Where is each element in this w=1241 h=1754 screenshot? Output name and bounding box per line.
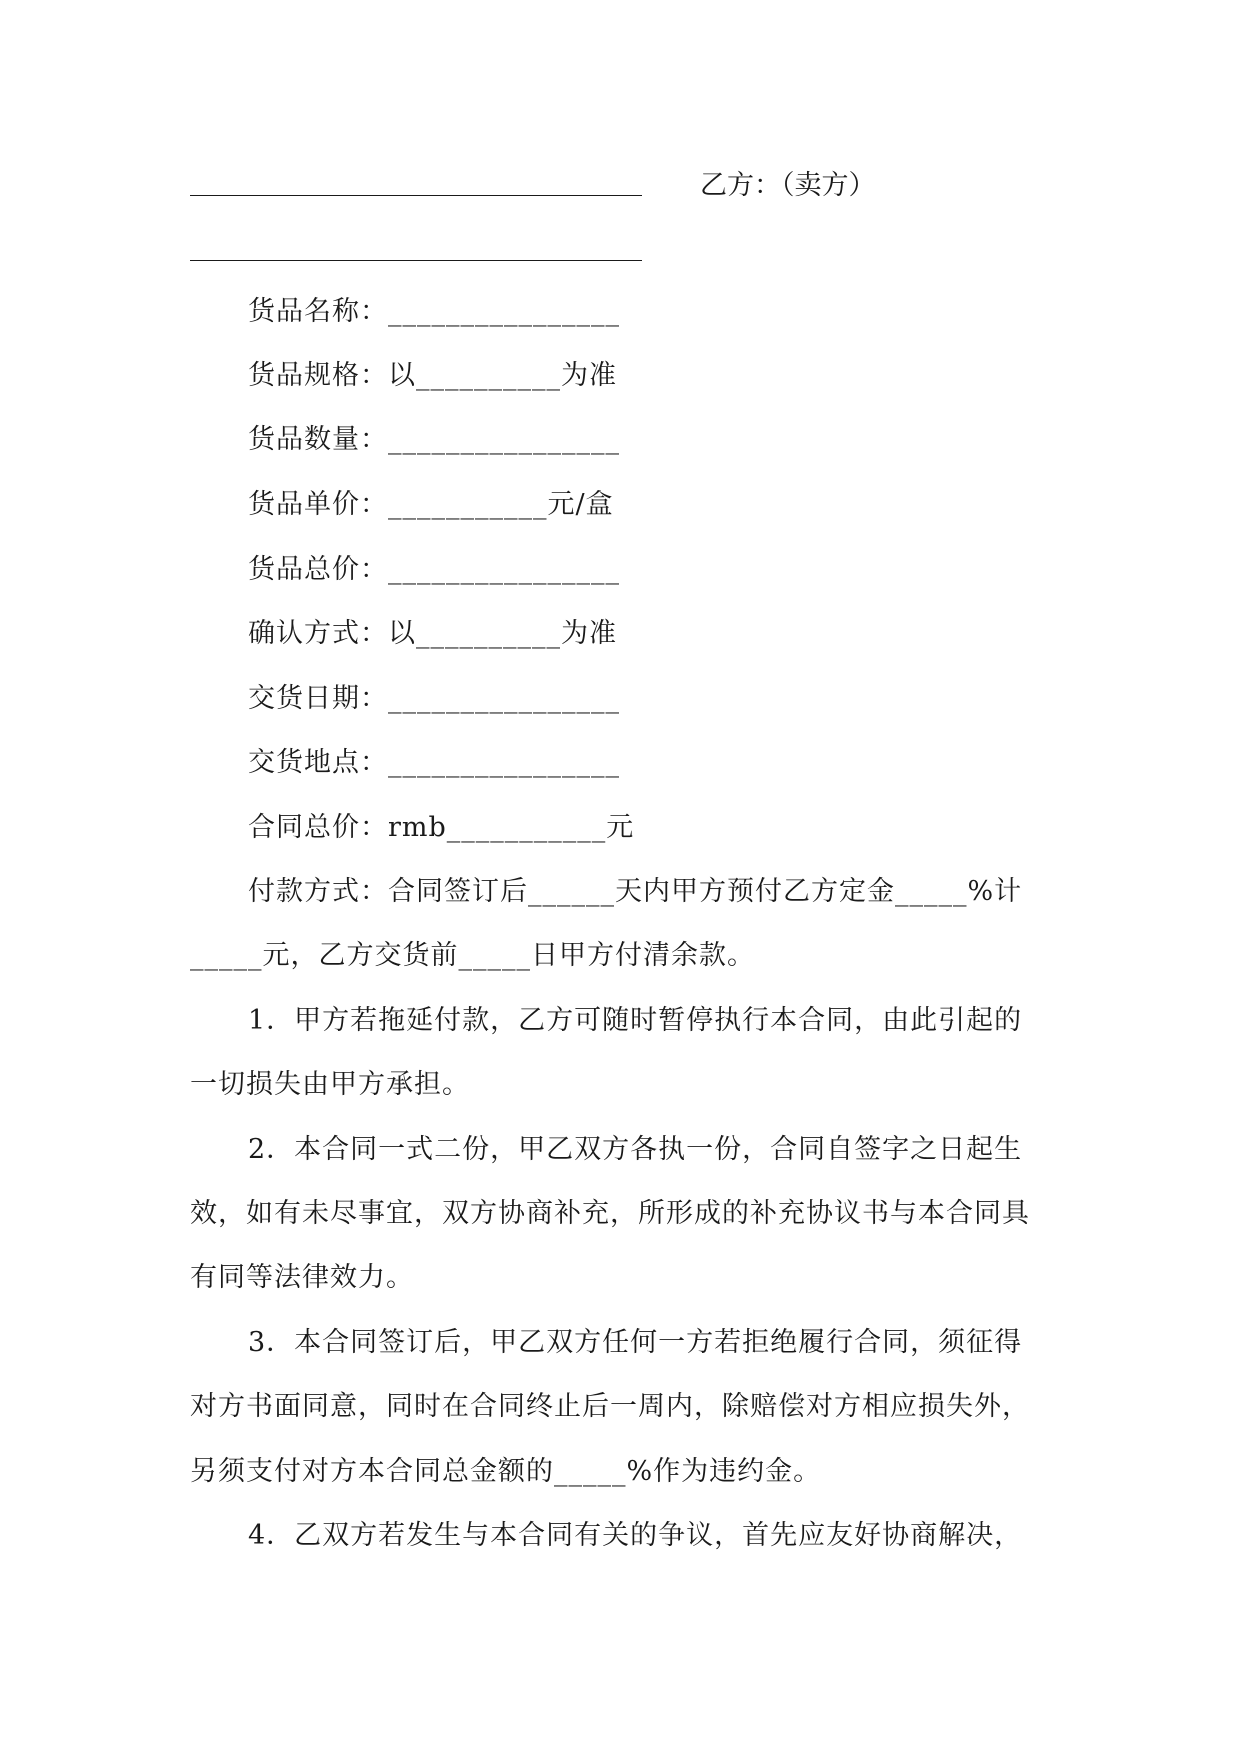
clause-line: 一切损失由甲方承担。	[190, 1069, 470, 1100]
field-goods-unit-price: 货品单价：___________元/盒	[248, 489, 614, 520]
clause-line: 效，如有未尽事宜，双方协商补充，所形成的补充协议书与本合同具	[190, 1198, 1030, 1229]
signature-blank-line	[190, 260, 642, 261]
field-goods-name: 货品名称：________________	[248, 296, 620, 327]
field-goods-total-price: 货品总价：________________	[248, 554, 620, 585]
clause-line: 另须支付对方本合同总金额的_____%作为违约金。	[190, 1456, 822, 1487]
clause-line: 对方书面同意，同时在合同终止后一周内，除赔偿对方相应损失外，	[190, 1391, 1030, 1422]
party-b-label: 乙方：（卖方）	[700, 170, 876, 201]
clause-line: 有同等法律效力。	[190, 1262, 414, 1293]
payment-line: 付款方式：合同签订后______天内甲方预付乙方定金_____%计	[248, 876, 1023, 907]
field-confirm-method: 确认方式：以__________为准	[248, 618, 617, 649]
clause-line: 2．本合同一式二份，甲乙双方各执一份，合同自签字之日起生	[248, 1134, 1023, 1165]
field-goods-quantity: 货品数量：________________	[248, 424, 620, 455]
field-contract-total: 合同总价：rmb___________元	[248, 812, 635, 843]
field-goods-spec: 货品规格：以__________为准	[248, 360, 617, 391]
field-delivery-place: 交货地点：________________	[248, 747, 620, 778]
signature-blank-line	[190, 195, 642, 196]
clause-line: 3．本合同签订后，甲乙双方任何一方若拒绝履行合同，须征得	[248, 1327, 1023, 1358]
field-delivery-date: 交货日期：________________	[248, 683, 620, 714]
clause-line: 1．甲方若拖延付款，乙方可随时暂停执行本合同，由此引起的	[248, 1005, 1023, 1036]
clause-line: 4．乙双方若发生与本合同有关的争议，首先应友好协商解决，	[248, 1520, 1023, 1551]
payment-line: _____元，乙方交货前_____日甲方付清余款。	[190, 940, 755, 971]
